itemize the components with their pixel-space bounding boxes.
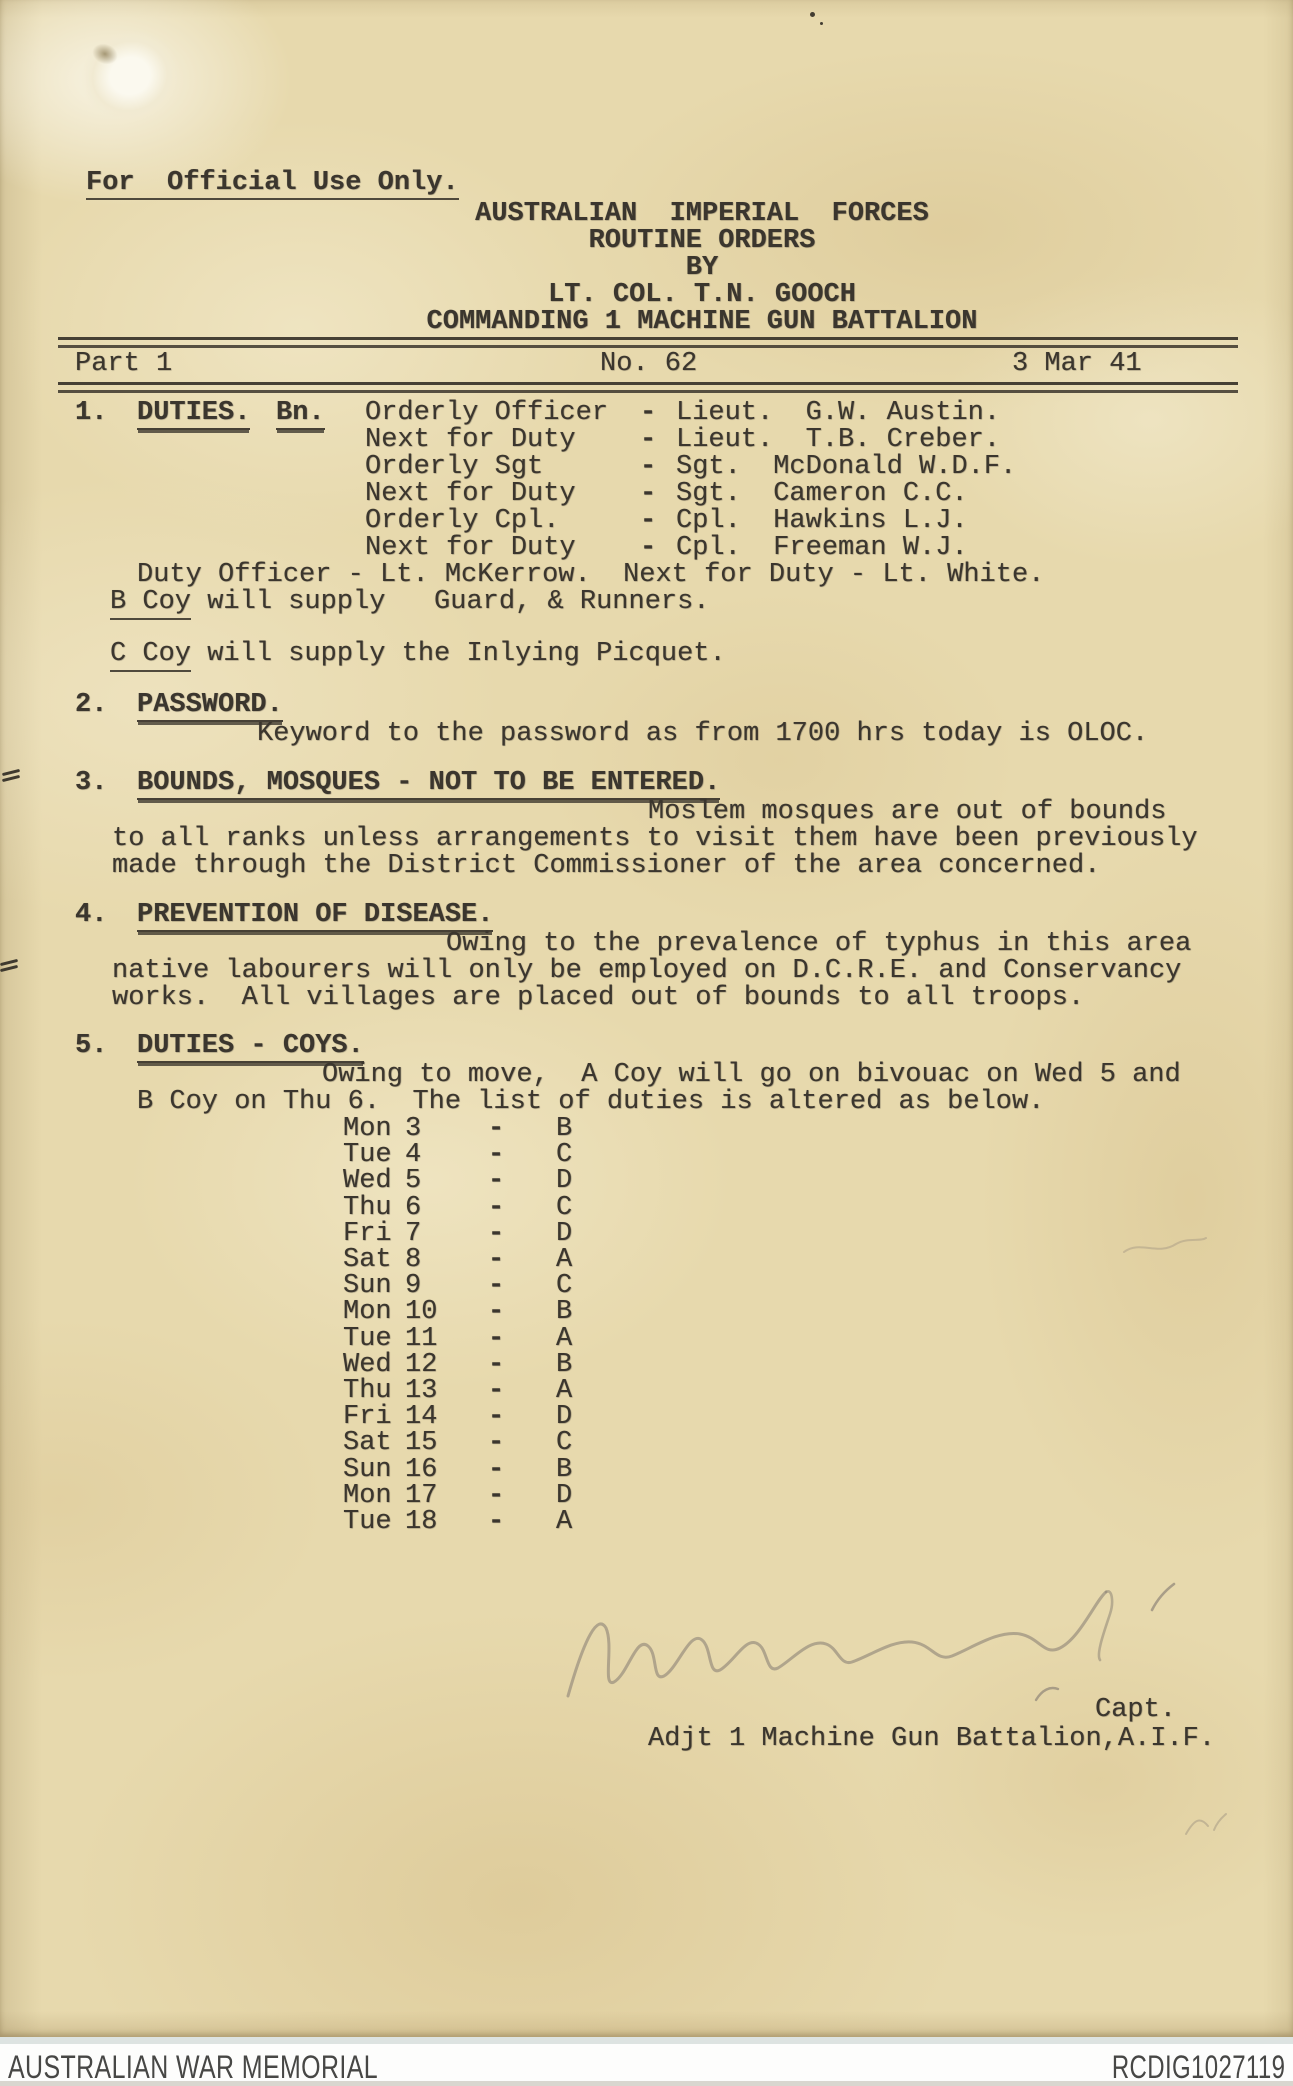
schedule-coy: D bbox=[556, 1481, 573, 1511]
margin-pen-mark bbox=[2, 768, 28, 784]
part-label: Part 1 bbox=[75, 349, 173, 379]
margin-pen-mark bbox=[0, 958, 26, 974]
section-2-number: 2. bbox=[75, 690, 108, 720]
roster-role: Orderly Officer bbox=[365, 398, 609, 428]
roster-dash: - bbox=[640, 398, 657, 428]
schedule-row bbox=[0, 1299, 1293, 1326]
schedule-dash: - bbox=[488, 1166, 505, 1196]
roster-dash: - bbox=[640, 425, 657, 455]
duty-roster-row bbox=[0, 508, 1293, 535]
schedule-row bbox=[0, 1142, 1293, 1169]
schedule-date: 9 bbox=[405, 1271, 422, 1301]
schedule-date: 16 bbox=[405, 1455, 438, 1485]
org-title: AUSTRALIAN IMPERIAL FORCES bbox=[475, 199, 929, 229]
roster-name: Lieut. T.B. Creber. bbox=[676, 425, 1001, 455]
archive-footer-bar bbox=[0, 2037, 1293, 2085]
schedule-day: Sun bbox=[343, 1455, 392, 1485]
c-coy-text: will supply the Inlying Picquet. bbox=[191, 639, 726, 669]
schedule-row bbox=[0, 1116, 1293, 1143]
roster-role: Orderly Cpl. bbox=[365, 506, 560, 536]
schedule-dash: - bbox=[488, 1114, 505, 1144]
section-3-number: 3. bbox=[75, 768, 108, 798]
schedule-row bbox=[0, 1509, 1293, 1536]
schedule-row bbox=[0, 1457, 1293, 1484]
signatory-rank: Capt. bbox=[1095, 1695, 1177, 1725]
c-coy-line bbox=[110, 641, 726, 668]
schedule-coy: A bbox=[556, 1324, 573, 1354]
schedule-dash: - bbox=[488, 1507, 505, 1537]
schedule-date: 14 bbox=[405, 1402, 438, 1432]
section-5-heading: DUTIES - COYS. bbox=[137, 1031, 364, 1061]
schedule-date: 18 bbox=[405, 1507, 438, 1537]
schedule-day: Sun bbox=[343, 1271, 392, 1301]
roster-dash: - bbox=[640, 479, 657, 509]
order-date: 3 Mar 41 bbox=[1012, 349, 1142, 379]
schedule-row bbox=[0, 1404, 1293, 1431]
schedule-dash: - bbox=[488, 1350, 505, 1380]
roster-name: Sgt. McDonald W.D.F. bbox=[676, 452, 1017, 482]
schedule-row bbox=[0, 1326, 1293, 1353]
signatory-role-line: Adjt 1 Machine Gun Battalion,A.I.F. bbox=[648, 1724, 1216, 1754]
b-coy-line bbox=[110, 589, 710, 616]
roster-role: Orderly Sgt bbox=[365, 452, 544, 482]
section-5-number: 5. bbox=[75, 1031, 108, 1061]
schedule-dash: - bbox=[488, 1324, 505, 1354]
schedule-dash: - bbox=[488, 1402, 505, 1432]
roster-dash: - bbox=[640, 533, 657, 563]
schedule-day: Tue bbox=[343, 1140, 392, 1170]
roster-role: Next for Duty bbox=[365, 425, 576, 455]
schedule-coy: D bbox=[556, 1166, 573, 1196]
horizontal-rule bbox=[58, 337, 1238, 348]
schedule-dash: - bbox=[488, 1271, 505, 1301]
schedule-date: 3 bbox=[405, 1114, 422, 1144]
b-coy-label: B Coy bbox=[110, 587, 191, 620]
schedule-dash: - bbox=[488, 1481, 505, 1511]
duty-roster-row bbox=[0, 427, 1293, 454]
schedule-day: Mon bbox=[343, 1114, 392, 1144]
section-3-line1: Moslem mosques are out of bounds bbox=[648, 797, 1167, 827]
doc-type-title: ROUTINE ORDERS bbox=[588, 226, 816, 256]
schedule-date: 6 bbox=[405, 1193, 422, 1223]
schedule-row bbox=[0, 1430, 1293, 1457]
roster-name: Cpl. Freeman W.J. bbox=[676, 533, 968, 563]
section-3-line2: to all ranks unless arrangements to visit them have been previously bbox=[112, 824, 1198, 854]
schedule-day: Fri bbox=[343, 1219, 392, 1249]
duty-roster-row bbox=[0, 535, 1293, 562]
roster-name: Sgt. Cameron C.C. bbox=[676, 479, 968, 509]
duty-roster-row bbox=[0, 481, 1293, 508]
schedule-dash: - bbox=[488, 1140, 505, 1170]
schedule-date: 10 bbox=[405, 1297, 438, 1327]
roster-dash: - bbox=[640, 452, 657, 482]
schedule-coy: C bbox=[556, 1428, 573, 1458]
schedule-coy: A bbox=[556, 1376, 573, 1406]
password-body: Keyword to the password as from 1700 hrs today is OLOC. bbox=[257, 719, 1149, 749]
schedule-day: Wed bbox=[343, 1350, 392, 1380]
c-coy-label: C Coy bbox=[110, 639, 191, 672]
command-line: COMMANDING 1 MACHINE GUN BATTALION bbox=[426, 307, 978, 337]
schedule-coy: B bbox=[556, 1455, 573, 1485]
schedule-day: Mon bbox=[343, 1297, 392, 1327]
schedule-coy: C bbox=[556, 1193, 573, 1223]
schedule-day: Thu bbox=[343, 1376, 392, 1406]
schedule-coy: B bbox=[556, 1350, 573, 1380]
schedule-day: Tue bbox=[343, 1507, 392, 1537]
order-number: No. 62 bbox=[600, 349, 698, 379]
schedule-dash: - bbox=[488, 1297, 505, 1327]
schedule-date: 11 bbox=[405, 1324, 438, 1354]
schedule-row bbox=[0, 1483, 1293, 1510]
schedule-date: 13 bbox=[405, 1376, 438, 1406]
duty-roster-row bbox=[0, 400, 1293, 427]
horizontal-rule bbox=[58, 382, 1238, 393]
schedule-dash: - bbox=[488, 1193, 505, 1223]
schedule-coy: D bbox=[556, 1402, 573, 1432]
schedule-coy: B bbox=[556, 1297, 573, 1327]
classification-label: For Official Use Only. bbox=[86, 168, 459, 198]
section-4-line1: Owing to the prevalence of typhus in this area bbox=[446, 929, 1192, 959]
roster-name: Lieut. G.W. Austin. bbox=[676, 398, 1001, 428]
schedule-day: Thu bbox=[343, 1193, 392, 1223]
schedule-date: 5 bbox=[405, 1166, 422, 1196]
schedule-day: Sat bbox=[343, 1245, 392, 1275]
schedule-day: Mon bbox=[343, 1481, 392, 1511]
schedule-day: Tue bbox=[343, 1324, 392, 1354]
schedule-day: Fri bbox=[343, 1402, 392, 1432]
section-1-heading-bn: Bn. bbox=[276, 398, 325, 428]
section-4-line2: native labourers will only be employed on D.C.R.E. and Conservancy bbox=[112, 956, 1182, 986]
ink-speck bbox=[820, 22, 823, 25]
roster-dash: - bbox=[640, 506, 657, 536]
schedule-dash: - bbox=[488, 1376, 505, 1406]
roster-role: Next for Duty bbox=[365, 479, 576, 509]
schedule-date: 8 bbox=[405, 1245, 422, 1275]
pencil-smudge bbox=[1180, 1806, 1230, 1842]
schedule-date: 12 bbox=[405, 1350, 438, 1380]
schedule-coy: D bbox=[556, 1219, 573, 1249]
schedule-dash: - bbox=[488, 1455, 505, 1485]
schedule-coy: C bbox=[556, 1140, 573, 1170]
section-3-heading: BOUNDS, MOSQUES - NOT TO BE ENTERED. bbox=[137, 768, 721, 798]
section-4-number: 4. bbox=[75, 900, 108, 930]
schedule-row bbox=[0, 1221, 1293, 1248]
section-5-line1: Owing to move, A Coy will go on bivouac on Wed 5 and bbox=[322, 1060, 1181, 1090]
section-4-line3: works. All villages are placed out of bounds to all troops. bbox=[112, 983, 1085, 1013]
schedule-row bbox=[0, 1247, 1293, 1274]
schedule-date: 7 bbox=[405, 1219, 422, 1249]
paper-tear-damage bbox=[68, 17, 192, 135]
by-line: BY bbox=[685, 253, 719, 283]
schedule-dash: - bbox=[488, 1219, 505, 1249]
duty-roster-row bbox=[0, 454, 1293, 481]
section-5-line2: B Coy on Thu 6. The list of duties is altered as below. bbox=[137, 1087, 1045, 1117]
section-1-number: 1. bbox=[75, 398, 108, 428]
section-2-heading: PASSWORD. bbox=[137, 690, 283, 720]
schedule-row bbox=[0, 1273, 1293, 1300]
schedule-coy: B bbox=[556, 1114, 573, 1144]
roster-role: Next for Duty bbox=[365, 533, 576, 563]
archive-source-label: AUSTRALIAN WAR MEMORIAL bbox=[8, 2049, 379, 2085]
schedule-date: 4 bbox=[405, 1140, 422, 1170]
duty-officer-line: Duty Officer - Lt. McKerrow. Next for Duty - Lt. White. bbox=[137, 560, 1045, 590]
section-4-heading: PREVENTION OF DISEASE. bbox=[137, 900, 494, 930]
schedule-coy: A bbox=[556, 1245, 573, 1275]
b-coy-text: will supply Guard, & Runners. bbox=[191, 587, 710, 617]
schedule-coy: A bbox=[556, 1507, 573, 1537]
ink-speck bbox=[810, 12, 815, 17]
archive-reference-id: RCDIG1027119 bbox=[1111, 2049, 1285, 2085]
schedule-dash: - bbox=[488, 1428, 505, 1458]
schedule-row bbox=[0, 1168, 1293, 1195]
section-3-line3: made through the District Commissioner of the area concerned. bbox=[112, 851, 1101, 881]
schedule-row bbox=[0, 1195, 1293, 1222]
schedule-day: Wed bbox=[343, 1166, 392, 1196]
roster-name: Cpl. Hawkins L.J. bbox=[676, 506, 968, 536]
section-1-heading-duties: DUTIES. bbox=[137, 398, 251, 428]
schedule-dash: - bbox=[488, 1245, 505, 1275]
schedule-row bbox=[0, 1378, 1293, 1405]
schedule-coy: C bbox=[556, 1271, 573, 1301]
commanding-officer-line: LT. COL. T.N. GOOCH bbox=[548, 280, 856, 310]
schedule-date: 15 bbox=[405, 1428, 438, 1458]
schedule-day: Sat bbox=[343, 1428, 392, 1458]
schedule-row bbox=[0, 1352, 1293, 1379]
schedule-date: 17 bbox=[405, 1481, 438, 1511]
